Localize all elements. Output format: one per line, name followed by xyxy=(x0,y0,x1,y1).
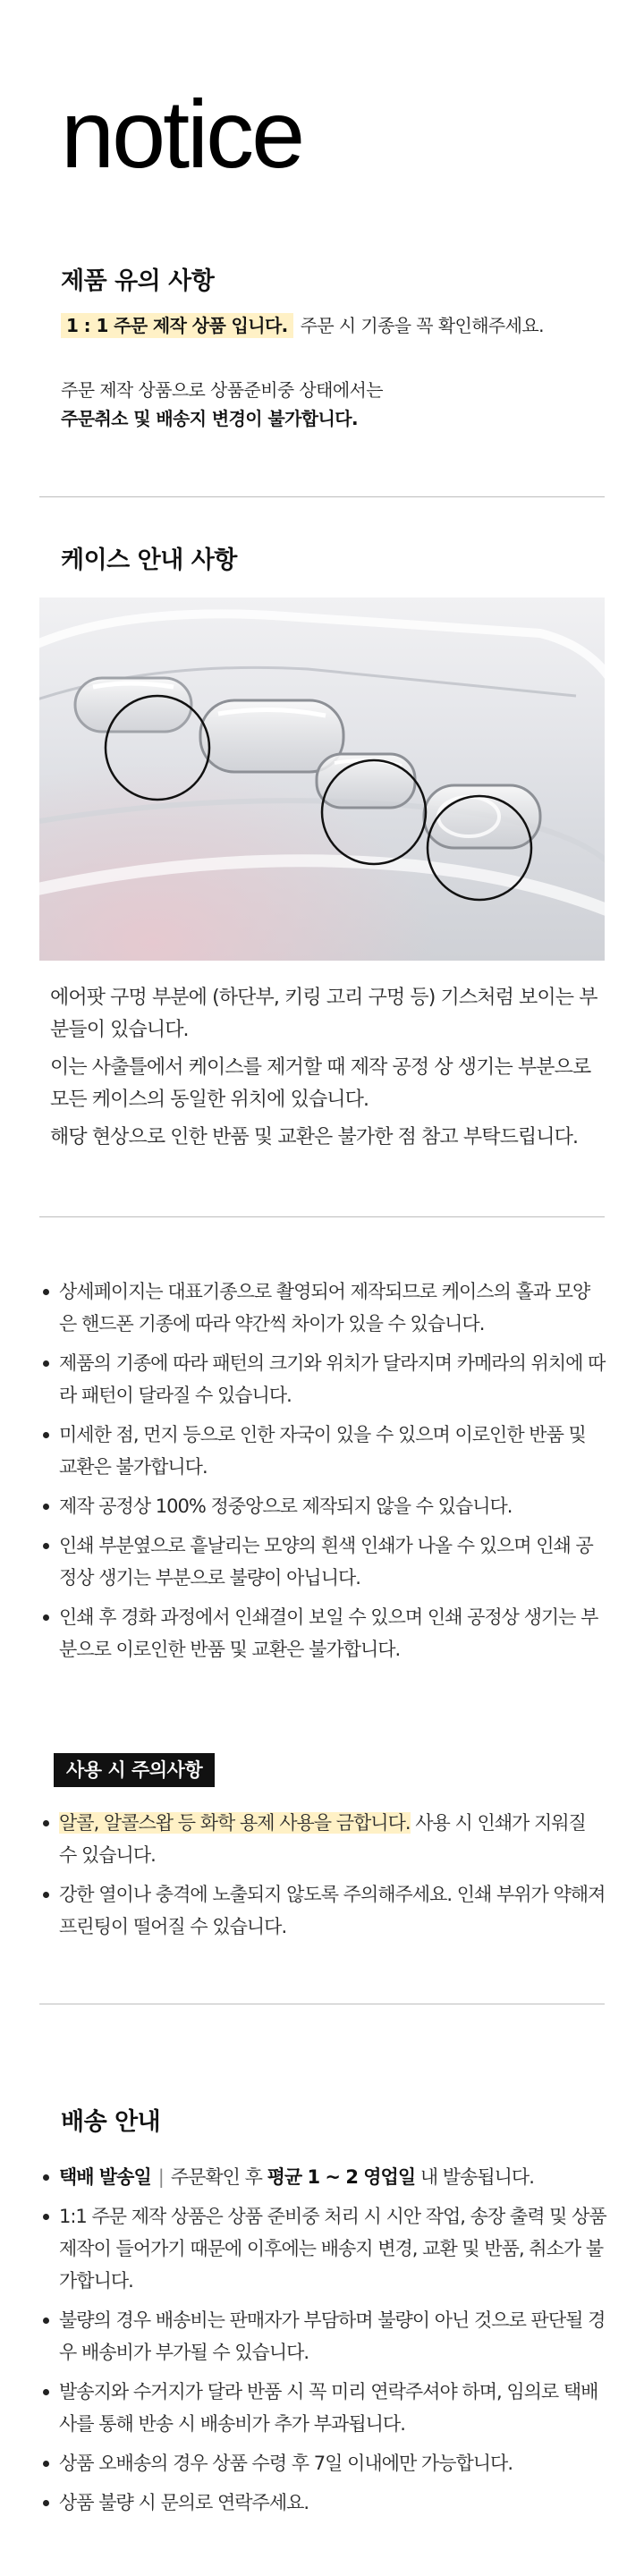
list-item: 제품의 기종에 따라 패턴의 크기와 위치가 달라지며 카메라의 위치에 따라 패턴이 달라질 수 있습니다. xyxy=(38,1347,606,1411)
list-item: 1:1 주문 제작 상품은 상품 준비중 처리 시 시안 작업, 송장 출력 및 상품 제작이 들어가기 때문에 이후에는 배송지 변경, 교환 및 반품, 취소가 불가합니다. xyxy=(38,2200,606,2297)
list-item: 인쇄 후 경화 과정에서 인쇄결이 보일 수 있으며 인쇄 공정상 생기는 부분으로 이로인한 반품 및 교환은 불가합니다. xyxy=(38,1601,606,1665)
shipping-date-label: 택배 발송일 xyxy=(59,2166,151,2188)
product-notice-heading: 제품 유의 사항 xyxy=(61,267,215,295)
list-item: 인쇄 부분옆으로 흩날리는 모양의 흰색 인쇄가 나올 수 있으며 인쇄 공정상 생기는 부분으로 불량이 아닙니다. xyxy=(38,1530,606,1594)
list-item: 제작 공정상 100% 정중앙으로 제작되지 않을 수 있습니다. xyxy=(38,1490,606,1522)
case-notice-heading: 케이스 안내 사항 xyxy=(61,547,237,574)
check-model-text: 주문 시 기종을 꼭 확인해주세요. xyxy=(300,315,544,336)
shipping-date-item xyxy=(38,2161,606,2193)
list-item xyxy=(38,1807,606,1871)
shipping-days: 평균 1 ~ 2 영업일 xyxy=(267,2166,416,2188)
case-closeup-photo xyxy=(39,597,605,961)
case-paragraph: 에어팟 구멍 부분에 (하단부, 키링 고리 구멍 등) 기스처럼 보이는 부분들이 있습니다. xyxy=(50,987,597,1041)
case-notice-text xyxy=(50,982,605,1159)
made-to-order-highlight: 1 : 1 주문 제작 상품 입니다. xyxy=(61,313,293,338)
case-paragraph: 해당 현상으로 인한 반품 및 교환은 불가한 점 참고 부탁드립니다. xyxy=(50,1126,579,1148)
usage-caution-tag: 사용 시 주의사항 xyxy=(54,1753,215,1787)
product-notice-line2: 주문 제작 상품으로 상품준비중 상태에서는 xyxy=(61,379,383,401)
list-item: 미세한 점, 먼지 등으로 인한 자국이 있을 수 있으며 이로인한 반품 및 교환은 불가합니다. xyxy=(38,1419,606,1483)
shipping-heading: 배송 안내 xyxy=(61,2108,161,2136)
chemical-warning-highlight: 알콜, 알콜스왑 등 화학 용제 사용을 금합니다. xyxy=(59,1812,411,1834)
notice-title: notice xyxy=(61,80,303,188)
product-notice-line1 xyxy=(61,311,544,337)
list-item: 강한 열이나 충격에 노출되지 않도록 주의해주세요. 인쇄 부위가 약해져 프린팅이 떨어질 수 있습니다. xyxy=(38,1878,606,1943)
shipping-date-post: 내 발송됩니다. xyxy=(419,2166,534,2188)
list-item: 불량의 경우 배송비는 판매자가 부담하며 불량이 아닌 것으로 판단될 경우 배송비가 부가될 수 있습니다. xyxy=(38,2304,606,2368)
list-item: 상세페이지는 대표기종으로 촬영되어 제작되므로 케이스의 홀과 모양은 핸드폰 기종에 따라 약간씩 차이가 있을 수 있습니다. xyxy=(38,1275,606,1340)
shipping-list xyxy=(38,2161,606,2526)
section-divider xyxy=(39,1216,605,1217)
chemical-warning-rest: 사용 시 인쇄가 지워질 수 있습니다. xyxy=(59,1812,586,1866)
list-item: 상품 불량 시 문의로 연락주세요. xyxy=(38,2487,606,2519)
shipping-date-pre: 주문확인 후 xyxy=(170,2166,262,2188)
general-notice-list xyxy=(38,1275,606,1673)
case-paragraph: 이는 사출틀에서 케이스를 제거할 때 제작 공정 상 생기는 부분으로 모든 케이스의 동일한 위치에 있습니다. xyxy=(50,1056,591,1111)
separator: | xyxy=(157,2166,164,2188)
section-divider xyxy=(39,496,605,497)
product-notice-line3: 주문취소 및 배송지 변경이 불가합니다. xyxy=(61,408,358,429)
list-item: 상품 오배송의 경우 상품 수령 후 7일 이내에만 가능합니다. xyxy=(38,2447,606,2479)
usage-caution-list xyxy=(38,1807,606,1950)
list-item: 발송지와 수거지가 달라 반품 시 꼭 미리 연락주셔야 하며, 임의로 택배사를 통해 반송 시 배송비가 추가 부과됩니다. xyxy=(38,2376,606,2440)
